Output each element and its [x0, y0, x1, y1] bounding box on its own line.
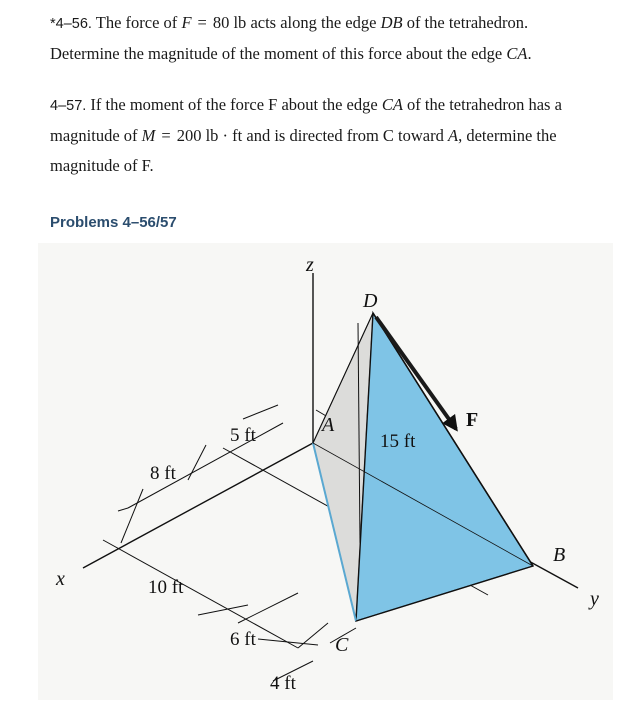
problem-4-57-line-3: magnitude of F.: [50, 156, 154, 175]
point-A-label: A: [322, 414, 335, 436]
force-F-label: F: [466, 409, 479, 431]
tetrahedron-diagram: [38, 243, 613, 700]
problem-number: 4–57.: [50, 98, 87, 114]
problem-4-56-line-2: Determine the magnitude of the moment of this force about the edge CA.: [50, 44, 532, 63]
dimension-10ft: 10 ft: [148, 577, 184, 598]
point-B-label: B: [553, 544, 566, 566]
dimension-5ft: 5 ft: [230, 425, 256, 446]
figure-caption: Problems 4–56/57: [50, 214, 177, 231]
dimension-4ft: 4 ft: [270, 673, 296, 694]
point-D-label: D: [363, 290, 378, 312]
y-axis-label: y: [590, 588, 599, 610]
problem-number: *4–56.: [50, 16, 92, 32]
dimension-15ft: 15 ft: [380, 431, 416, 452]
z-axis-label: z: [306, 254, 314, 276]
tetrahedron-main-face: [356, 313, 533, 621]
problem-4-57-line-1: 4–57. If the moment of the force F about the edge CA of the tetrahedron has a: [50, 95, 562, 114]
tetrahedron: [313, 313, 533, 621]
tetrahedron-figure: [38, 243, 613, 700]
problem-4-56: [50, 8, 610, 69]
x-axis: [83, 443, 313, 568]
problem-4-56-line-1: *4–56. The force of F = 80 lb acts along the edge DB of the tetrahedron.: [50, 13, 529, 32]
problem-4-57-line-2: magnitude of M = 200 lb · ft and is directed from C toward A, determine the: [50, 126, 557, 145]
dimension-6ft: 6 ft: [230, 629, 256, 650]
problem-4-57: [50, 90, 610, 181]
dimension-8ft: 8 ft: [150, 463, 176, 484]
x-axis-label: x: [56, 568, 65, 590]
point-C-label: C: [335, 634, 349, 656]
